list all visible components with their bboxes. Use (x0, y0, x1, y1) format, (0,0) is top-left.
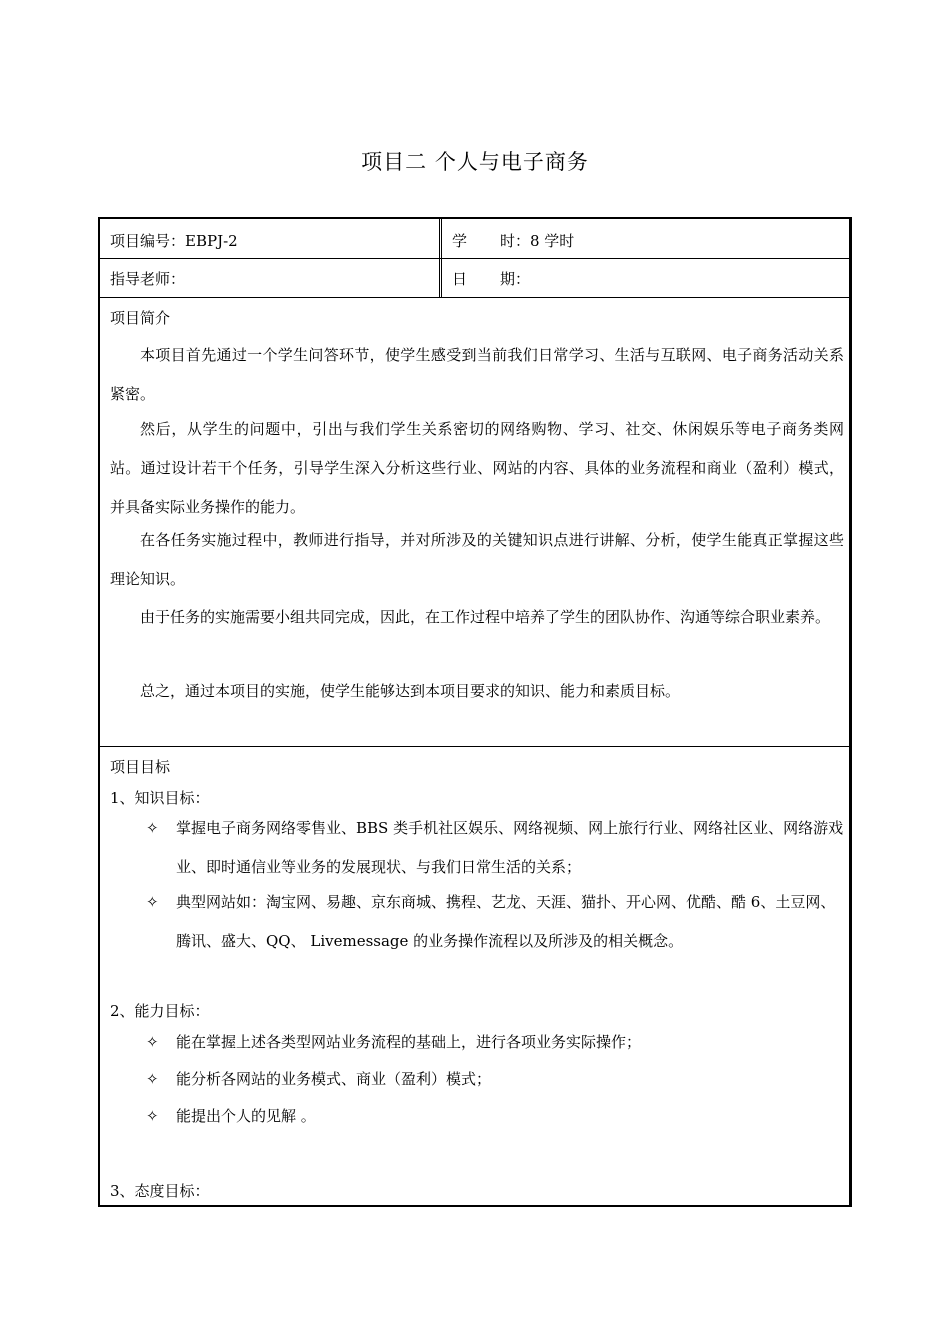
knowledge-goal-text: 典型网站如：淘宝网、易趣、京东商城、携程、艺龙、天涯、猫扑、开心网、优酷、酷 6、土豆网、腾讯、盛大、QQ、 Livemessage 的业务操作流程以及所涉及的相关概念。 (176, 893, 836, 950)
diamond-bullet-icon: ✧ (146, 1070, 159, 1088)
column-divider (439, 219, 442, 298)
goals-heading: 项目目标 (110, 758, 171, 776)
ability-goal-item (146, 1097, 846, 1136)
row-divider (100, 297, 849, 298)
intro-paragraph: 总之，通过本项目的实施，使学生能够达到本项目要求的知识、能力和素质目标。 (140, 682, 681, 700)
teacher-label: 指导老师： (110, 270, 186, 288)
date-value: 期： (500, 270, 531, 288)
ability-goal-text: 能分析各网站的业务模式、商业（盈利）模式； (176, 1070, 492, 1088)
intro-paragraph: 然后，从学生的问题中，引出与我们学生关系密切的网络购物、学习、社交、休闲娱乐等电子商务类网站。通过设计若干个任务，引导学生深入分析这些行业、网站的内容、具体的业务流程和商业（盈利）模式，并具备实际业务操作的能力。 (110, 420, 844, 516)
knowledge-goals-label: 1、知识目标： (110, 789, 210, 807)
project-code: 项目编号：EBPJ-2 (110, 232, 238, 250)
knowledge-goal-item (146, 883, 846, 961)
diamond-bullet-icon: ✧ (146, 819, 159, 837)
ability-goal-item (146, 1023, 846, 1062)
hours-value: 时：8 学时 (500, 232, 575, 250)
diamond-bullet-icon: ✧ (146, 1107, 159, 1125)
ability-goal-text: 能在掌握上述各类型网站业务流程的基础上，进行各项业务实际操作； (176, 1033, 642, 1051)
intro-paragraph: 本项目首先通过一个学生问答环节，使学生感受到当前我们日常学习、生活与互联网、电子商务活动关系紧密。 (110, 346, 844, 403)
intro-paragraph: 在各任务实施过程中，教师进行指导，并对所涉及的关键知识点进行讲解、分析，使学生能真正掌握这些理论知识。 (110, 531, 844, 588)
hours-label: 学 (452, 232, 468, 250)
intro-heading: 项目简介 (110, 309, 171, 327)
intro-paragraph: 由于任务的实施需要小组共同完成，因此，在工作过程中培养了学生的团队协作、沟通等综合职业素养。 (140, 608, 831, 626)
knowledge-goal-item (146, 809, 846, 887)
section-divider (100, 746, 849, 747)
project-table (98, 217, 852, 1207)
diamond-bullet-icon: ✧ (146, 1033, 159, 1051)
knowledge-goal-text: 掌握电子商务网络零售业、BBS 类手机社区娱乐、网络视频、网上旅行行业、网络社区业、网络游戏业、即时通信业等业务的发展现状、与我们日常生活的关系； (176, 819, 844, 876)
date-label: 日 (452, 270, 468, 288)
ability-goal-text: 能提出个人的见解 。 (176, 1107, 316, 1125)
diamond-bullet-icon: ✧ (146, 893, 159, 911)
attitude-goals-label: 3、态度目标： (110, 1182, 210, 1200)
row-divider (100, 258, 849, 259)
ability-goal-item (146, 1060, 846, 1099)
ability-goals-label: 2、能力目标： (110, 1002, 210, 1020)
page-title: 项目二 个人与电子商务 (361, 150, 589, 174)
